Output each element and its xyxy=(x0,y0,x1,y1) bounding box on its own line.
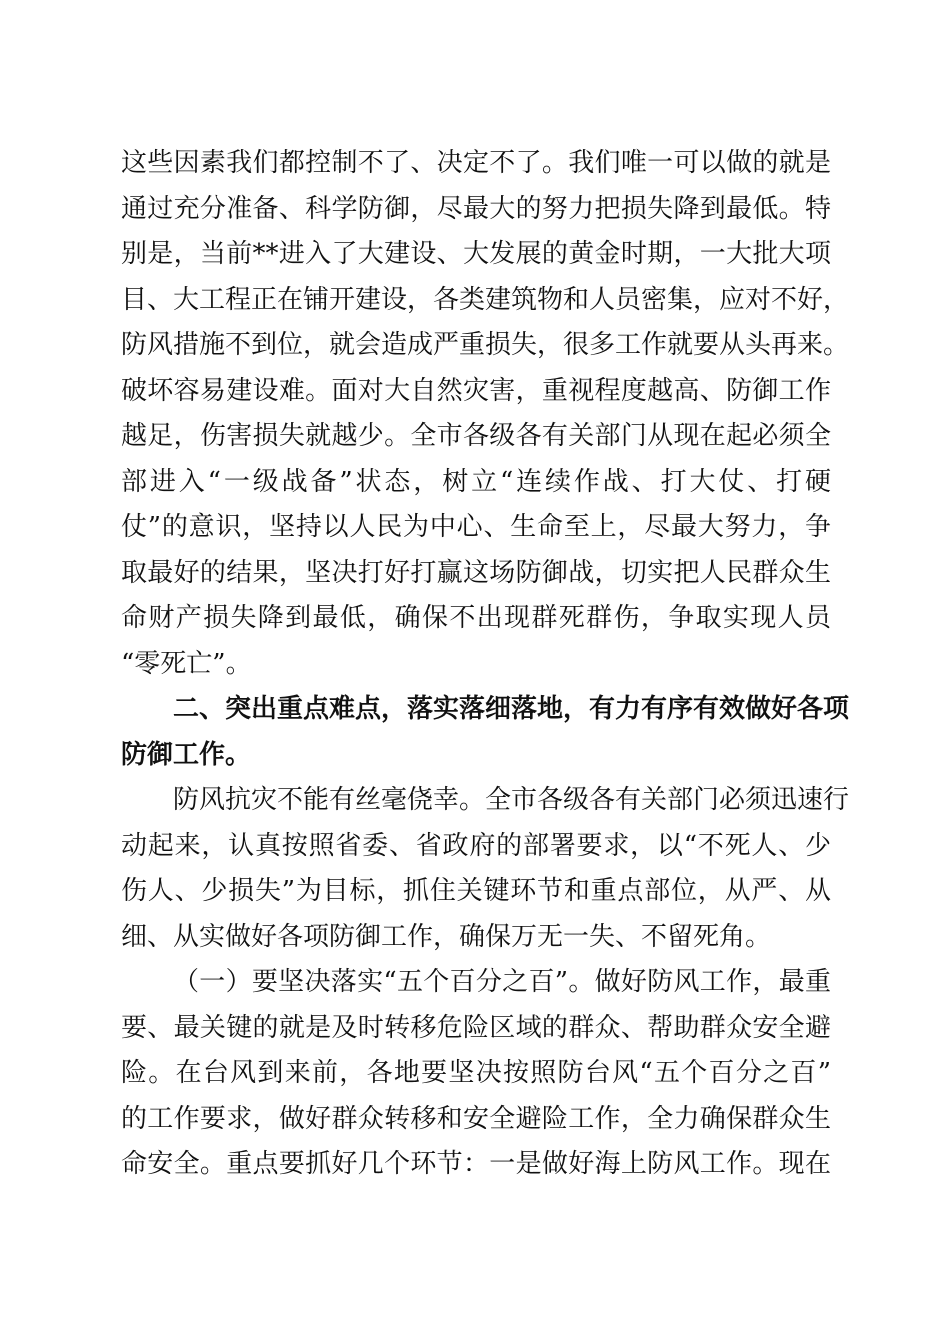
section-heading-2 xyxy=(121,687,850,778)
text-line: 命财产损失降到最低，确保不出现群死群伤，争取实现人员 xyxy=(121,603,831,633)
paragraph-3 xyxy=(121,960,831,1188)
text-line: 要、最关键的就是及时转移危险区域的群众、帮助群众安全避 xyxy=(121,1012,831,1043)
text-line: 这些因素我们都控制不了、决定不了。我们唯一可以做的就是 xyxy=(121,148,831,178)
text-line: 目、大工程正在铺开建设，各类建筑物和人员密集，应对不好， xyxy=(121,284,850,315)
text-line: 伤人、少损失”为目标，抓住关键环节和重点部位，从严、从 xyxy=(121,876,831,906)
heading-line: 二、突出重点难点，落实落细落地，有力有序有效做好各项 xyxy=(173,694,850,724)
text-line: 通过充分准备、科学防御，尽最大的努力把损失降到最低。特 xyxy=(121,193,831,224)
text-line: 别是，当前**进入了大建设、大发展的黄金时期，一大批大项 xyxy=(121,239,831,269)
paragraph-1 xyxy=(121,141,850,687)
heading-line: 防御工作。 xyxy=(121,739,252,770)
text-line: （一）要坚决落实“五个百分之百”。做好防风工作，最重 xyxy=(173,967,831,997)
text-line: 动起来，认真按照省委、省政府的部署要求，以“不死人、少 xyxy=(121,830,831,861)
text-line: 的工作要求，做好群众转移和安全避险工作，全力确保群众生 xyxy=(121,1103,831,1134)
text-line: 命安全。重点要抓好几个环节：一是做好海上防风工作。现在 xyxy=(121,1149,831,1179)
text-line: 部进入“一级战备”状态，树立“连续作战、打大仗、打硬 xyxy=(121,466,831,497)
text-line: “零死亡”。 xyxy=(121,648,252,679)
text-line: 防风抗灾不能有丝毫侥幸。全市各级各有关部门必须迅速行 xyxy=(173,785,850,815)
document-page xyxy=(121,141,850,1188)
text-line: 仗”的意识，坚持以人民为中心、生命至上，尽最大努力，争 xyxy=(121,512,831,542)
text-line: 取最好的结果，坚决打好打赢这场防御战，切实把人民群众生 xyxy=(121,557,831,588)
text-line: 越足，伤害损失就越少。全市各级各有关部门从现在起必须全 xyxy=(121,421,831,451)
text-line: 险。在台风到来前，各地要坚决按照防台风“五个百分之百” xyxy=(121,1058,831,1088)
text-line: 细、从实做好各项防御工作，确保万无一失、不留死角。 xyxy=(121,921,772,952)
text-line: 破坏容易建设难。面对大自然灾害，重视程度越高、防御工作 xyxy=(121,375,831,406)
text-line: 防风措施不到位，就会造成严重损失，很多工作就要从头再来。 xyxy=(121,330,850,360)
paragraph-2 xyxy=(121,778,850,960)
